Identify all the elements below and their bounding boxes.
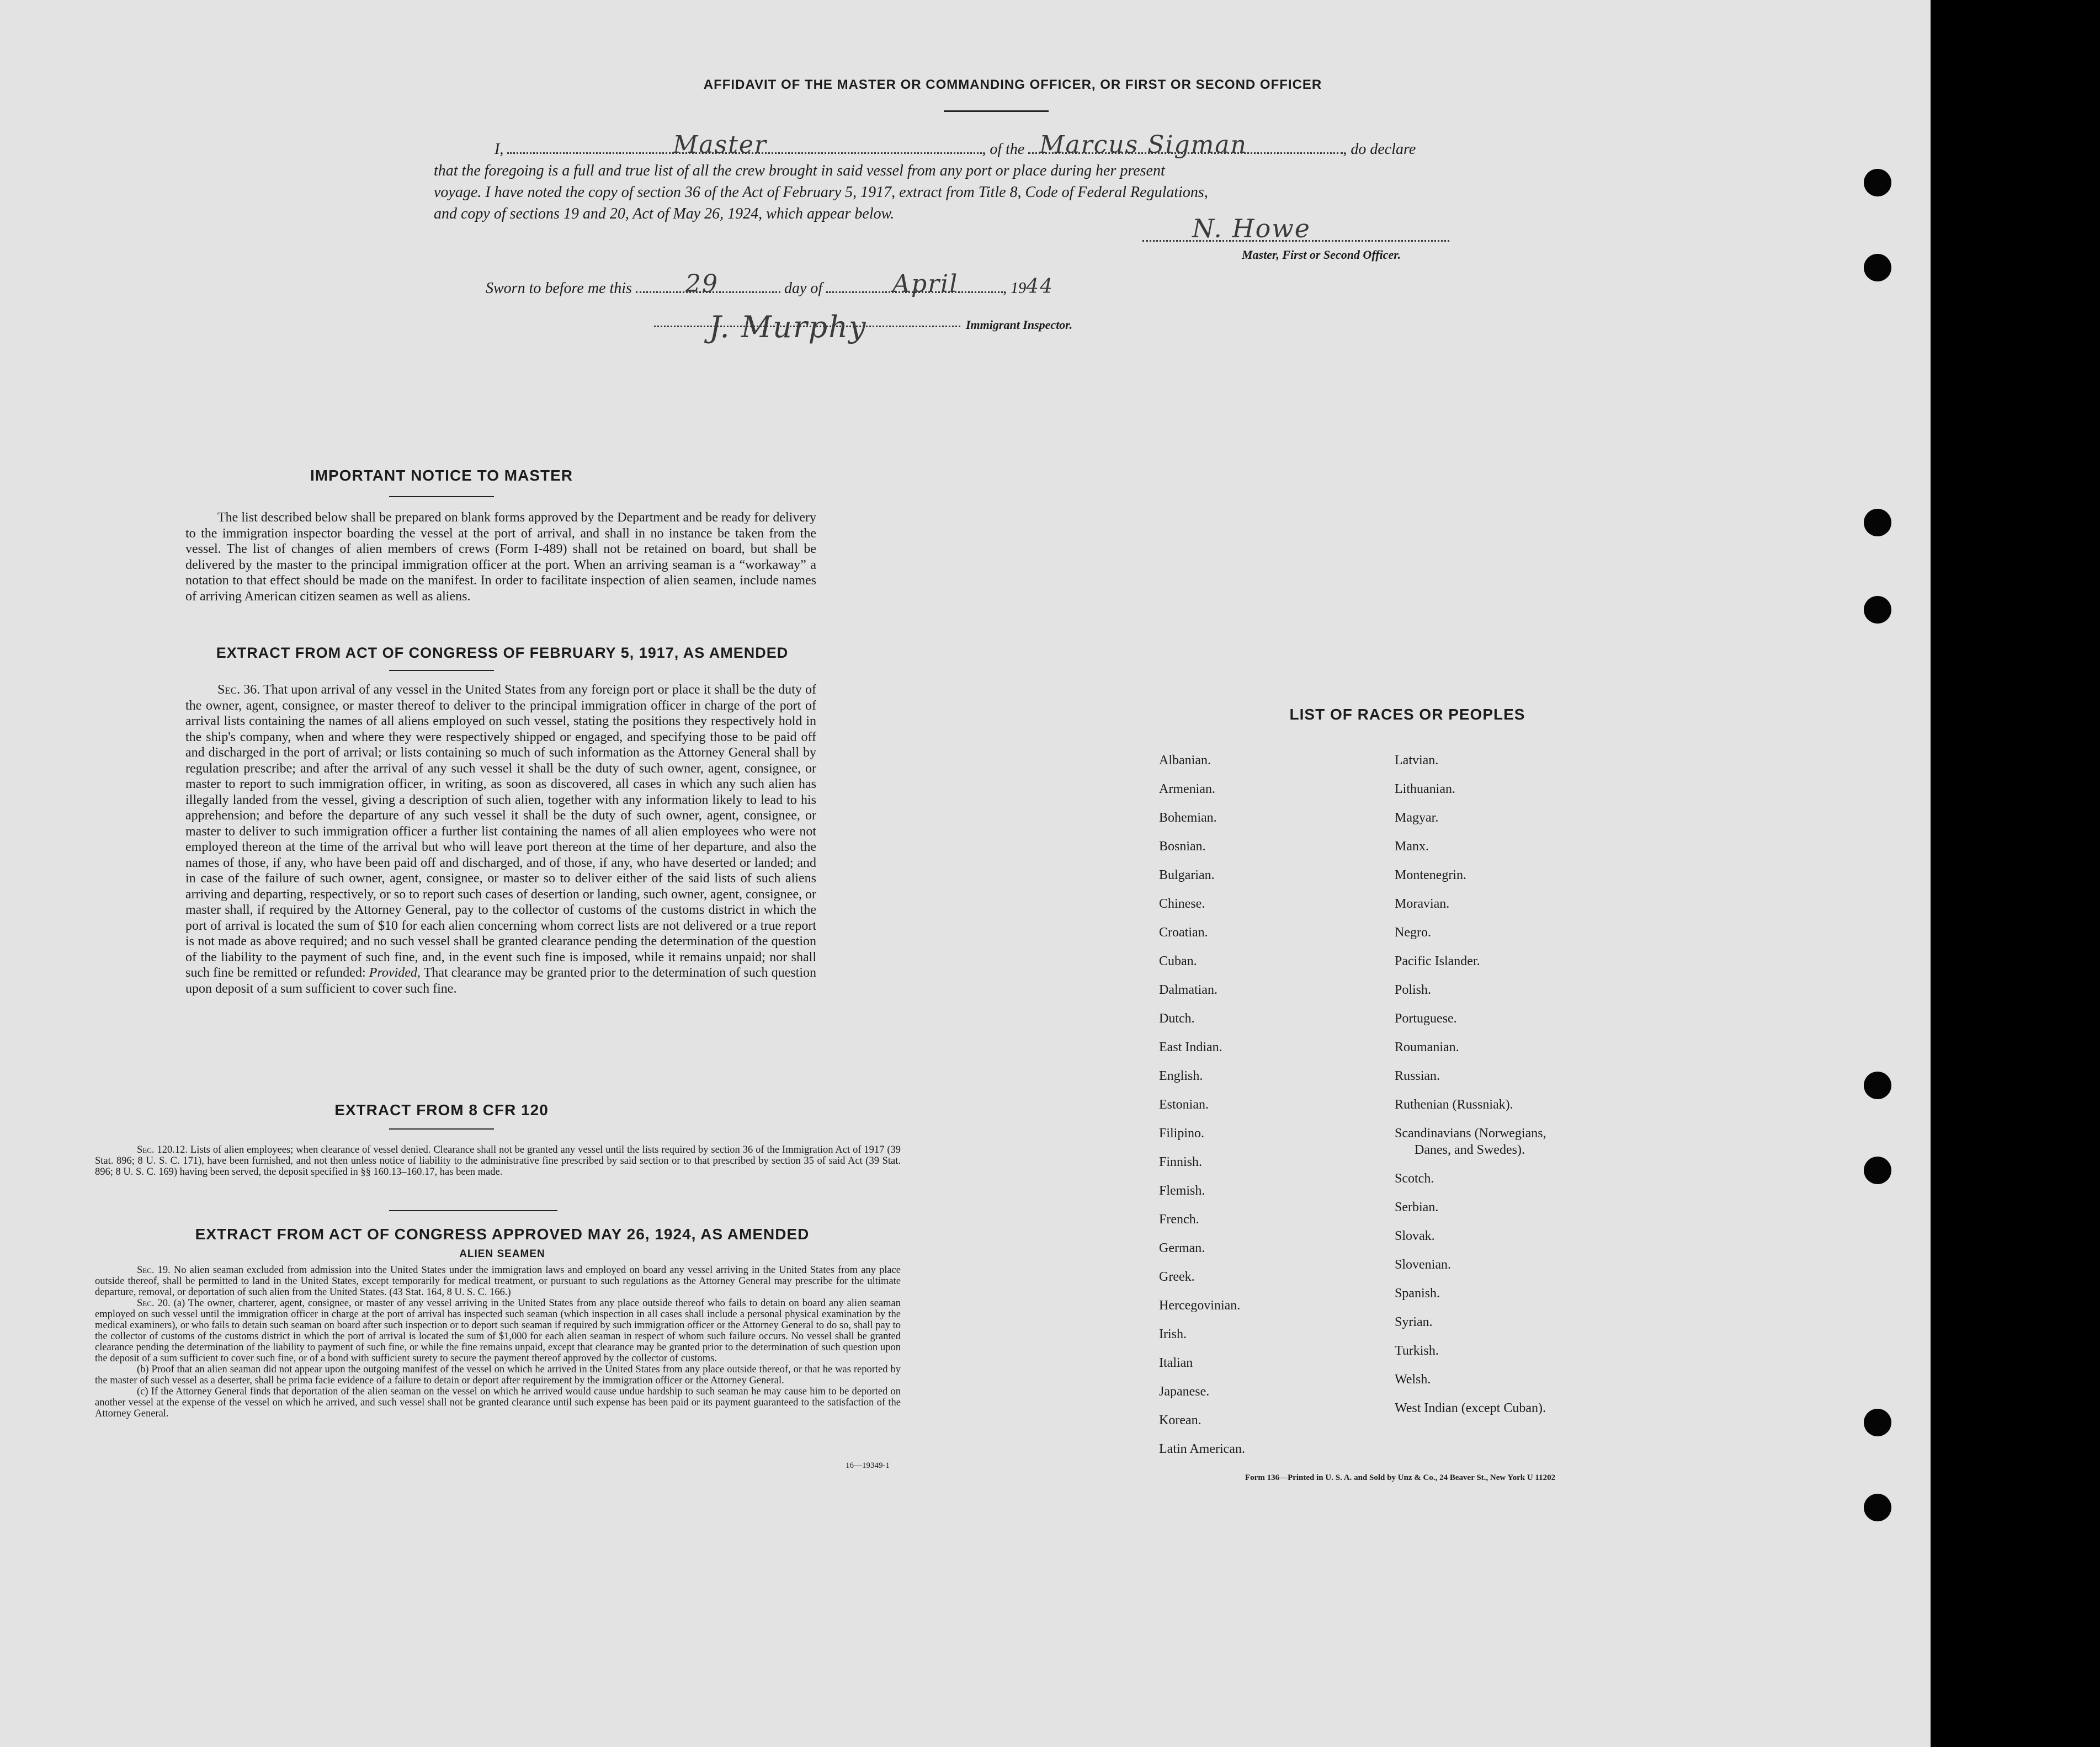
race-item: Scandinavians (Norwegians,	[1395, 1126, 1546, 1141]
race-item: Dalmatian.	[1159, 983, 1218, 997]
race-item: Slovenian.	[1395, 1258, 1451, 1272]
master-signature: N. Howe	[1192, 214, 1311, 243]
race-item: Serbian.	[1395, 1200, 1439, 1215]
race-item: Turkish.	[1395, 1344, 1439, 1358]
notice-rule	[389, 496, 494, 497]
extract-1924-heading: EXTRACT FROM ACT OF CONGRESS APPROVED MAY 26, 1924, AS AMENDED	[195, 1226, 810, 1243]
race-item: Slovak.	[1395, 1229, 1435, 1243]
race-item: Hercegovinian.	[1159, 1298, 1241, 1313]
cfr-rule	[389, 1128, 494, 1130]
punch-hole	[1864, 596, 1891, 624]
race-item: Russian.	[1395, 1069, 1440, 1083]
cfr-end-rule	[389, 1210, 557, 1211]
race-item: Croatian.	[1159, 925, 1208, 940]
extract-1917-body: Sec. 36. That upon arrival of any vessel in the United States from any foreign port or place it shall be the duty of the owner, agent, consignee, or master thereof to deliver to the principal immigration officer in charge of the port of arrival lists containing the names of all aliens employed on such vessel, stating the positions they respectively hold in the ship's company, when and where they were respectively shipped or engaged, and specifying those to be paid off and discharged in the port of arrival; or lists containing so much of such information as the Attorney General shall by regulation prescribe; and after the arrival of any such vessel it shall be the duty of such owner, agent, consignee, or master to report to such immigration officer, in writing, as soon as discovered, all cases in which any such alien has illegally landed from the vessel, giving a description of such alien, together with any information likely to lead to his apprehension; and before the departure of any such vessel it shall be the duty of such owner, agent, consignee, or master to deliver to such immigration officer a further list containing the names of all alien employees who were not employed thereon at the time of the arrival but who will leave port thereon at the time of her departure, and also the names of those, if any, who have been paid off and discharged, and of those, if any, who have deserted or landed; and in case of the failure of such owner, agent, consignee, or master so to deliver either of the said lists of such aliens arriving and departing, respectively, or so to report such cases of desertion or landing, such owner, agent, consignee, or master shall, if required by the Attorney General, pay to the collector of customs of the customs district in which the port of arrival is located the sum of $10 for each alien concerning whom correct lists are not delivered or a true report is not made as above required; and no such vessel shall be granted clearance pending the determination of the question of the liability to the payment of such fine, and, in the event such fine is imposed, while it remains unpaid; nor shall such fine be remitted or refunded: Provided, That clearance may be granted prior to the determination of such question upon deposit of a sum sufficient to cover such fine.	[185, 683, 817, 996]
race-item: Magyar.	[1395, 811, 1439, 825]
sworn-line: Sworn to before me this 29 day of April , 1944	[486, 270, 1054, 298]
race-item: Latin American.	[1159, 1442, 1245, 1456]
race-item: Bulgarian.	[1159, 868, 1215, 882]
race-item: Portuguese.	[1395, 1011, 1457, 1026]
vessel-field	[1028, 131, 1343, 159]
race-item: Albanian.	[1159, 753, 1211, 768]
race-item: Bosnian.	[1159, 839, 1206, 854]
notice-body: The list described below shall be prepared on blank forms approved by the Department and be ready for delivery to the immigration inspector boarding the vessel at the port of arrival, and shall in no instance be taken from the vessel. The list of changes of alien members of crews (Form I-489) shall not be retained on board, but shall be delivered by the master to the principal immigration officer at the port. When an arriving seaman is a “workaway” a notation to that effect should be made on the manifest. In order to facilitate inspection of alien seamen, include names of arriving American citizen seamen as well as aliens.	[185, 510, 816, 604]
punch-hole	[1864, 509, 1891, 536]
extract-1917-heading: EXTRACT FROM ACT OF CONGRESS OF FEBRUARY 5, 1917, AS AMENDED	[216, 645, 789, 661]
cfr-heading: EXTRACT FROM 8 CFR 120	[334, 1101, 549, 1118]
affidavit-line-2: that the foregoing is a full and true list of all the crew brought in said vessel from any port or place during her present	[434, 162, 1165, 179]
races-heading: LIST OF RACES OR PEOPLES	[1289, 706, 1525, 723]
race-item: Latvian.	[1395, 753, 1439, 768]
sworn-day: 29	[685, 270, 719, 298]
race-item: Syrian.	[1395, 1315, 1433, 1329]
inspector-signature: J. Murphy	[709, 310, 867, 344]
sec-20c: (c) If the Attorney General finds that deportation of the alien seaman on the vessel on which he arrived would cause undue hardship to such seaman he may cause him to be deported on another vessel at the expense of the vessel on which he arrived, and such vessel shall not be granted clearance until such expense has been paid or its payment guaranteed to the satisfaction of the Attorney General.	[95, 1386, 901, 1419]
form-number: 16—19349-1	[846, 1461, 890, 1470]
race-item: Filipino.	[1159, 1126, 1205, 1141]
sec-20a: Sec. 20. (a) The owner, charterer, agent, consignee, or master of any vessel arriving in the United States from any place outside thereof who fails to detain on board any alien seaman employed on such vessel until the immigration officer in charge at the port of arrival has inspected such seaman (which inspection in all cases shall include a personal physical examination by the medical examiners), or who fails to detain such seaman on board after such inspection or to deport such seaman if required by such immigration officer or the Attorney General to do so, shall pay to the collector of customs of the customs district in which the port of arrival is located the sum of $1,000 for each alien seaman in respect of whom such failure occurs. No vessel shall be granted clearance pending the determination of the liability to payment of such fine, or while the fine remains unpaid, except that clearance may be granted prior to the determination of such question upon the deposit of a sum sufficient to cover such fine, or of a bond with sufficient surety to secure the payment thereof approved by the collector of customs.	[95, 1298, 901, 1364]
sworn-month-field	[826, 270, 1003, 298]
inspector-signature-line	[654, 309, 960, 344]
race-item: West Indian (except Cuban).	[1395, 1401, 1546, 1415]
race-item: English.	[1159, 1069, 1203, 1083]
affidavit-line-3: voyage. I have noted the copy of section 36 of the Act of February 5, 1917, extract from Title 8, Code of Federal Regulations,	[434, 184, 1208, 201]
inspector-caption: Immigrant Inspector.	[966, 318, 1073, 332]
race-item: Lithuanian.	[1395, 782, 1455, 796]
race-item: Roumanian.	[1395, 1040, 1459, 1054]
race-item: Moravian.	[1395, 897, 1450, 911]
race-item: Montenegrin.	[1395, 868, 1466, 882]
sworn-month: April	[892, 270, 959, 298]
race-item: Korean.	[1159, 1413, 1201, 1428]
race-item: Italian	[1159, 1356, 1193, 1370]
races-left-column	[1159, 746, 1245, 1463]
rank-handwriting: Master	[673, 131, 767, 159]
punch-hole	[1864, 1157, 1891, 1184]
race-item: Greek.	[1159, 1270, 1195, 1284]
race-item: Welsh.	[1395, 1372, 1431, 1387]
race-item: Armenian.	[1159, 782, 1215, 796]
title-rule	[944, 110, 1049, 112]
race-item: Manx.	[1395, 839, 1429, 854]
sworn-day-field	[636, 270, 780, 298]
race-item: German.	[1159, 1241, 1205, 1255]
punch-hole	[1864, 254, 1891, 281]
punch-hole	[1864, 1409, 1891, 1436]
affidavit-line-4: and copy of sections 19 and 20, Act of May 26, 1924, which appear below.	[434, 205, 895, 222]
race-item: Pacific Islander.	[1395, 954, 1480, 968]
race-item: Danes, and Swedes).	[1415, 1143, 1525, 1157]
race-item: East Indian.	[1159, 1040, 1222, 1054]
cfr-body: Sec. 120.12. Lists of alien employees; when clearance of vessel denied. Clearance shall not be granted any vessel until the lists required by section 36 of the Immigration Act of 1917 (39 Stat. 896; 8 U. S. C. 171), have been furnished, and not then unless notice of liability to the administrative fine prescribed by said section or to that prescribed by section 35 of said Act (39 Stat. 896; 8 U. S. C. 169) having been served, the deposit specified in §§ 160.13–160.17, has been made.	[95, 1144, 901, 1178]
affidavit-text	[434, 131, 1482, 225]
race-item: Spanish.	[1395, 1286, 1440, 1301]
master-signature-block	[1142, 214, 1449, 262]
affidavit-title: AFFIDAVIT OF THE MASTER OR COMMANDING OFFICER, OR FIRST OR SECOND OFFICER	[703, 77, 1322, 92]
extract-1924-body	[95, 1265, 901, 1419]
sworn-year: 44	[1026, 275, 1054, 298]
inspector-signature-block	[654, 309, 1073, 344]
notice-heading: IMPORTANT NOTICE TO MASTER	[310, 467, 573, 484]
race-item: Finnish.	[1159, 1155, 1203, 1169]
race-item: French.	[1159, 1212, 1199, 1227]
race-item: Chinese.	[1159, 897, 1205, 911]
race-item: Ruthenian (Russniak).	[1395, 1098, 1513, 1112]
master-signature-line	[1142, 214, 1449, 243]
race-item: Japanese.	[1159, 1384, 1210, 1399]
race-item: Dutch.	[1159, 1011, 1195, 1026]
punch-hole	[1864, 169, 1891, 196]
race-item: Cuban.	[1159, 954, 1197, 968]
extract-1917-rule	[389, 670, 494, 671]
race-item: Polish.	[1395, 983, 1432, 997]
vessel-handwriting: Marcus Sigman	[1039, 131, 1247, 159]
printer-imprint: Form 136—Printed in U. S. A. and Sold by Unz & Co., 24 Beaver St., New York U 11202	[1245, 1473, 1556, 1482]
race-item: Estonian.	[1159, 1098, 1209, 1112]
sec-19: Sec. 19. No alien seaman excluded from admission into the United States under the immigration laws and employed on board any vessel arriving in the United States from any place outside thereof, shall be permitted to land in the United States, except temporarily for medical treatment, or pursuant to such regulations as the Attorney General may prescribe for the ultimate departure, removal, or deportation of such alien from the United States. (43 Stat. 164, 8 U. S. C. 166.)	[95, 1265, 901, 1298]
race-item: Negro.	[1395, 925, 1431, 940]
punch-hole	[1864, 1494, 1891, 1521]
sec-20b: (b) Proof that an alien seaman did not appear upon the outgoing manifest of the vessel on which he arrived in the United States from any place outside thereof, or that he was reported by the master of such vessel as a deserter, shall be prima facie evidence of a failure to detain or deport after requirement by the immigration officer or the Attorney General.	[95, 1364, 901, 1386]
race-item: Flemish.	[1159, 1184, 1205, 1198]
affidavit-line-1: I, Master , of the Marcus Sigman , do declare	[495, 131, 1416, 159]
extract-1924-subheading: ALIEN SEAMEN	[459, 1248, 545, 1260]
punch-hole	[1864, 1072, 1891, 1099]
races-right-column	[1395, 746, 1546, 1423]
master-signature-caption: Master, First or Second Officer.	[1242, 248, 1401, 262]
race-item: Bohemian.	[1159, 811, 1217, 825]
race-item: Irish.	[1159, 1327, 1187, 1341]
race-item: Scotch.	[1395, 1171, 1434, 1186]
